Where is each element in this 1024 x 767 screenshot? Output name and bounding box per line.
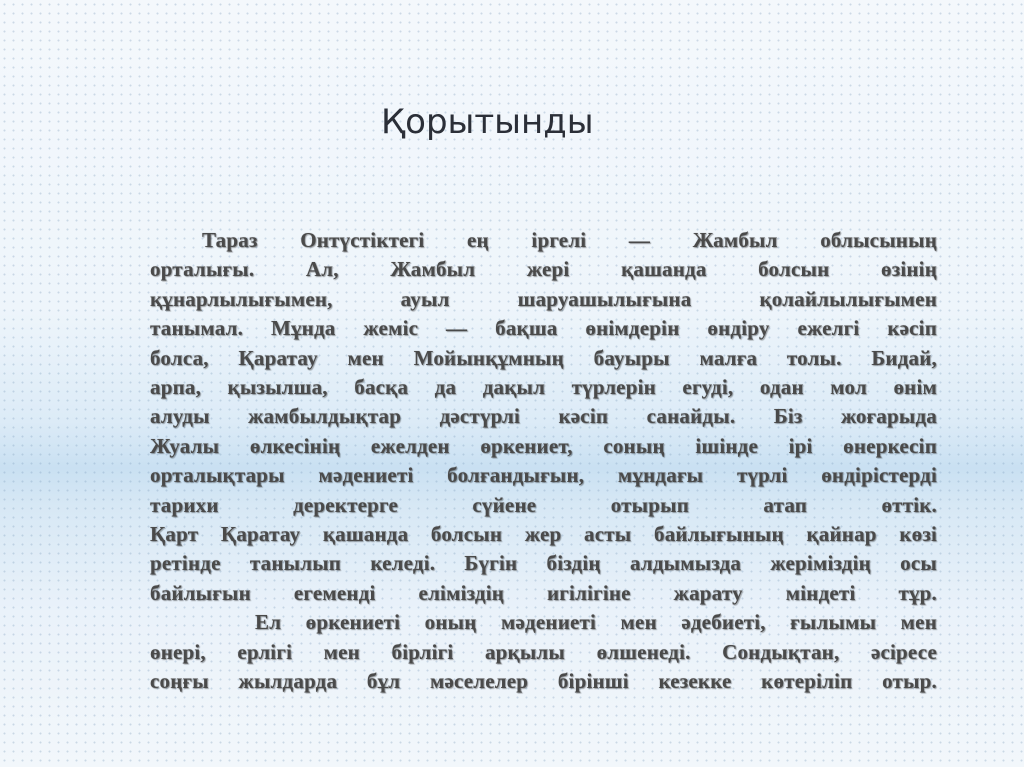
text-line: өнері, ерлігі мен бірлігі арқылы өлшенеді. Сондықтан, әсіресе: [150, 639, 937, 664]
text-line: Тараз Онтүстіктегі ең іргелі — Жамбыл облысының: [202, 228, 937, 252]
text-line: болса, Қаратау мен Мойынқұмның бауыры малға толы. Бидай,: [150, 345, 937, 370]
slide-title: Қорытынды: [381, 102, 594, 142]
text-line: арпа, қызылша, басқа да дақыл түрлерін егуді, одан мол өнім: [150, 375, 937, 400]
text-line: орталықтары мәдениеті болғандығын, мұндағы түрлі өндірістерді: [150, 463, 937, 488]
text-line: Ел өркениеті оның мәдениеті мен әдебиеті, ғылымы мен: [255, 610, 937, 635]
text-line: ретінде танылып келеді. Бүгін біздің алдымызда жеріміздің осы: [150, 551, 937, 576]
text-line: алуды жамбылдықтар дәстүрлі кәсіп санайды. Біз жоғарыда: [150, 404, 937, 429]
text-line: құнарлылығымен, ауыл шаруашылығына қолайлылығымен: [150, 286, 937, 311]
text-line: Жуалы өлкесінің ежелден өркениет, соның ішінде ірі өнеркесіп: [150, 433, 937, 458]
body-paragraph: [150, 226, 937, 697]
text-line: тарихи деректерге сүйене отырып атап өттік.: [150, 492, 937, 517]
text-line: танымал. Мұнда жеміс — бақша өнімдерін өндіру ежелгі кәсіп: [150, 316, 937, 341]
text-line: соңғы жылдарда бұл мәселелер бірінші кезекке көтеріліп отыр.: [150, 669, 937, 694]
text-line: байлығын егеменді еліміздің игілігіне жарату міндеті тұр.: [150, 580, 937, 605]
text-line: орталығы. Ал, Жамбыл жері қашанда болсын өзінің: [150, 257, 937, 282]
text-line: Қарт Қаратау қашанда болсын жер асты байлығының қайнар көзі: [150, 522, 937, 547]
